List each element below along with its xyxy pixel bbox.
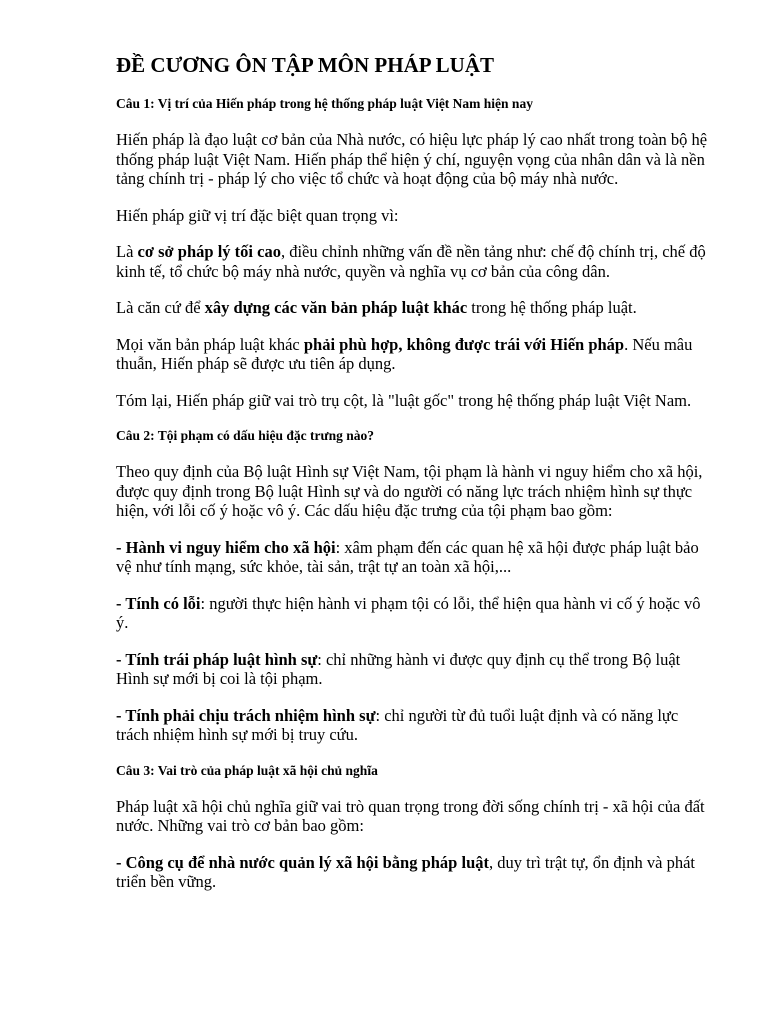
q2-item [116,538,708,577]
question-1-heading: Câu 1: Vị trí của Hiến pháp trong hệ thống pháp luật Việt Nam hiện nay [116,96,533,111]
q1-paragraph-3 [116,242,708,281]
q3-paragraph-1: Pháp luật xã hội chủ nghĩa giữ vai trò quan trọng trong đời sống chính trị - xã hội của đất nước. Những vai trò cơ bản bao gồm: [116,796,705,835]
q1-p4-bold: xây dựng các văn bản pháp luật khác [204,298,468,317]
q2-item [116,706,708,745]
q2-item-text: : chỉ những hành vi được quy định cụ thể trong Bộ luật Hình sự mới bị coi là tội phạm. [116,649,681,688]
q1-p4-pre: Là căn cứ để [116,298,205,317]
q1-p5-pre: Mọi văn bản pháp luật khác [116,334,304,354]
q2-item-text: : người thực hiện hành vi phạm tội có lỗi, thể hiện qua hành vi cố ý hoặc vô ý. [116,593,701,632]
q1-p3-pre: Là [116,242,138,261]
q3-item-bold: - Công cụ để nhà nước quản lý xã hội bằng pháp luật [116,852,489,872]
q3-item-text: , duy trì trật tự, ổn định và phát triển bền vững. [116,852,695,891]
q2-item-bold: - Tính có lỗi [116,593,201,613]
q1-paragraph-1: Hiến pháp là đạo luật cơ bản của Nhà nước, có hiệu lực pháp lý cao nhất trong toàn bộ hệ thống pháp luật Việt Nam. Hiến pháp thể hiện ý chí, nguyện vọng của nhân dân và là nền tảng chính trị - pháp lý cho việc tổ chức và hoạt động của bộ máy nhà nước. [116,130,708,188]
q2-item-text: : xâm phạm đến các quan hệ xã hội được pháp luật bảo vệ như tính mạng, sức khỏe, tài sản, trật tự an toàn xã hội,... [116,537,699,576]
q1-p5-post: . Nếu mâu thuẫn, Hiến pháp sẽ được ưu tiên áp dụng. [116,334,693,373]
q1-paragraph-2: Hiến pháp giữ vị trí đặc biệt quan trọng vì: [116,205,399,225]
q1-paragraph-4 [116,298,708,318]
document-title: ĐỀ CƯƠNG ÔN TẬP MÔN PHÁP LUẬT [116,53,495,77]
question-3-heading: Câu 3: Vai trò của pháp luật xã hội chủ nghĩa [116,762,378,778]
q1-paragraph-6: Tóm lại, Hiến pháp giữ vai trò trụ cột, là "luật gốc" trong hệ thống pháp luật Việt Nam. [116,390,692,410]
question-2-heading: Câu 2: Tội phạm có dấu hiệu đặc trưng nào? [116,428,375,443]
q2-item [116,594,708,633]
q2-item [116,650,708,689]
q1-p3-bold: cơ sở pháp lý tối cao [137,242,281,261]
q1-paragraph-5 [116,335,708,374]
q2-paragraph-1: Theo quy định của Bộ luật Hình sự Việt Nam, tội phạm là hành vi nguy hiểm cho xã hội, được quy định trong Bộ luật Hình sự và do người có năng lực trách nhiệm hình sự thực hiện, với lỗi cố ý hoặc vô ý. Các dấu hiệu đặc trưng của tội phạm bao gồm: [116,462,703,520]
q1-p5-bold: phải phù hợp, không được trái với Hiến pháp [303,334,625,354]
q2-item-bold: - Tính phải chịu trách nhiệm hình sự [116,705,376,725]
q2-item-text: : chỉ người từ đủ tuổi luật định và có năng lực trách nhiệm hình sự mới bị truy cứu. [116,705,679,744]
q1-p3-post: , điều chỉnh những vấn đề nền tảng như: chế độ chính trị, chế độ kinh tế, tổ chức bộ máy nhà nước, quyền và nghĩa vụ cơ bản của công dân. [116,242,706,281]
q2-item-bold: - Hành vi nguy hiểm cho xã hội [116,537,336,557]
q2-item-bold: - Tính trái pháp luật hình sự [116,649,318,669]
q1-p4-post: trong hệ thống pháp luật. [467,298,637,317]
q3-item [116,853,708,892]
